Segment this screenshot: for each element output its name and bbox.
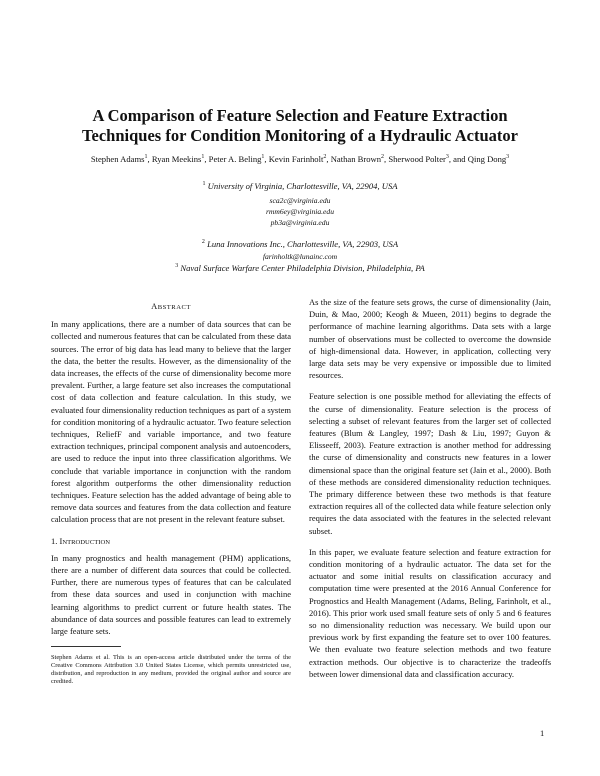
paper-title: [60, 106, 540, 146]
title-line-1: A Comparison of Feature Selection and Feature Extraction: [92, 106, 508, 125]
body-paragraph-2: Feature selection is one possible method for alleviating the effects of the curse of dimensionality. Feature selection is the process of selecting a subset of relevant features from the larger set of collected features (Blum & Langley, 1997; Dash & Liu, 1997; Guyon & Elisseeff, 2003). Feature extraction is another method for addressing the curse of dimensionality and constructs new features in a lower dimensional space than the original feature set (Jain et al., 2000). Both of these methods are considered dimensionality reduction techniques. The primary difference between these two methods is that feature extraction requires all of the collected data while feature selection only requires the data associated with the features in the selected relevant subset.: [309, 391, 551, 536]
email-2[interactable]: rmm6ey@virginia.edu: [265, 207, 335, 216]
author: Qing Dong$^3$: [467, 154, 510, 164]
introduction-heading: 1. INTRODUCTION: [51, 535, 110, 546]
abstract-text: In many applications, there are a number of data sources that can be collected and numerous features that can be calculated from these data sources. The error of big data has lead many to believe that the larger the data, the better the results. However, as the dimensionality of the data increases, the effects of the curse of dimensionality become more prevalent. Further, a large feature set also increases the computational cost of data collection and feature calculation. In this study, we evaluated four dimensionality reduction techniques as part of a system for condition monitoring of a hydraulic actuator. Two feature selection techniques, ReliefF and variable importance, and two feature extraction techniques, principal component analysis and autoencoders, are used to reduce the input into three classification algorithms. We conclude that variable importance in conjunction with the random forest algorithm outperforms the other dimensionality reduction techniques. Feature selection has the added advantage of being able to remove data sources and features from the data collection and feature calculation process that are not present in the relevant feature subset.: [51, 319, 291, 525]
affiliation-2: $^2$ Luna Innovations Inc., Charlottesville, VA, 22903, USA: [201, 239, 399, 249]
right-column: [309, 296, 551, 689]
introduction-paragraph: In many prognostics and health management (PHM) applications, there are a number of different data sources that could be collected. Further, there are numerous types of features that can be calculated from these data sources and used in conjunction with machine learning algorithms to predict current or future health states. The abundance of data sources and possible features can lead to extremely large feature sets.: [51, 552, 291, 637]
left-column: [51, 296, 291, 693]
email-4[interactable]: farinholtk@lunainc.com: [262, 252, 338, 261]
author-list: [30, 154, 570, 165]
license-footnote: Stephen Adams et al. This is an open-access article distributed under the terms of the Creative Commons Attribution 3.0 United States License, which permits unrestricted use, distribution, and reproduction in any medium, provided the original author and source are credited.: [51, 653, 291, 686]
email-1[interactable]: sca2c@virginia.edu: [269, 196, 331, 205]
author: Sherwood Polter$^3$, and: [388, 154, 468, 164]
author: Nathan Brown$^2$,: [330, 154, 389, 164]
body-paragraph-3: In this paper, we evaluate feature selection and feature extraction for condition monitoring of a hydraulic actuator. The data set for the actuator and some initial results on classification accuracy and computation time were presented at the 2016 Annual Conference for Prognostics and Health Management (Adams, Beling, Farinholt, et al., 2016). This prior work used small feature sets of only 5 and 6 features so no dimensionality reduction was necessary. We build upon our previous work by first expanding the feature set to over 100 features. We then evaluate two feature selection methods and two feature extraction methods. Our objective is to characterize the tradeoffs between lower dimensional data and classification accuracy.: [309, 546, 551, 679]
footnote-divider: [51, 646, 121, 647]
author: Stephen Adams$^1$,: [90, 154, 152, 164]
abstract-heading: ABSTRACT: [151, 301, 191, 311]
title-line-2: Techniques for Condition Monitoring of a Hydraulic Actuator: [82, 126, 518, 145]
affiliation-1: $^1$ University of Virginia, Charlottesville, VA, 22904, USA: [202, 181, 398, 191]
author: Ryan Meekins$^1$,: [151, 154, 209, 164]
body-paragraph-1: As the size of the feature sets grows, the curse of dimensionality (Jain, Duin, & Mao, 2000; Keogh & Mueen, 2011) begins to degrade the performance of machine learning algorithms. Data sets with a large number of observations must be collected to overcome the downside of high-dimensional data. However, in application, collecting very large data sets may be very expensive or impossible due to limited resources.: [309, 297, 551, 381]
page-number: 1: [540, 728, 545, 738]
author: Kevin Farinholt$^2$,: [268, 154, 331, 164]
affiliation-3: $^3$ Naval Surface Warfare Center Philadelphia Division, Philadelphia, PA: [175, 263, 425, 273]
email-3[interactable]: pb3a@virginia.edu: [270, 218, 330, 227]
author: Peter A. Beling$^1$,: [208, 154, 269, 164]
